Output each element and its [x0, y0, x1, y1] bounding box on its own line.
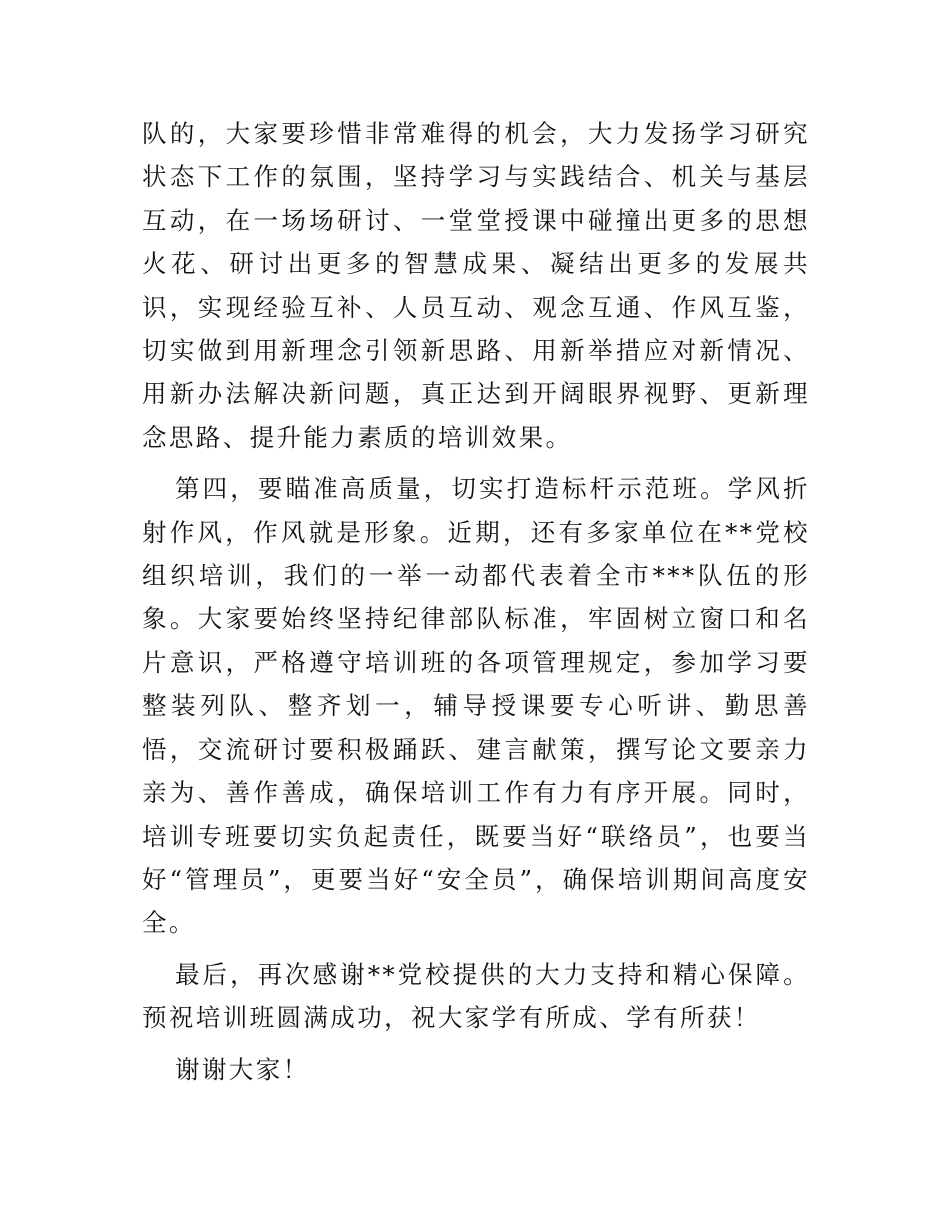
document-body [142, 112, 810, 1091]
paragraph-closing-thanks: 最后，再次感谢**党校提供的大力支持和精心保障。预祝培训班圆满成功，祝大家学有所成、学有所获！ [142, 959, 810, 1033]
paragraph-final-thanks: 谢谢大家！ [175, 1054, 310, 1084]
paragraph-continuation: 队的，大家要珍惜非常难得的机会，大力发扬学习研究状态下工作的氛围，坚持学习与实践结合、机关与基层互动，在一场场研讨、一堂堂授课中碰撞出更多的思想火花、研讨出更多的智慧成果、凝结出更多的发展共识，实现经验互补、人员互动、观念互通、作风互鉴，切实做到用新理念引领新思路、用新举措应对新情况、用新办法解决新问题，真正达到开阔眼界视野、更新理念思路、提升能力素质的培训效果。 [142, 119, 810, 452]
paragraph-fourth-point: 第四，要瞄准高质量，切实打造标杆示范班。学风折射作风，作风就是形象。近期，还有多家单位在**党校组织培训，我们的一举一动都代表着全市***队伍的形象。大家要始终坚持纪律部队标准，牢固树立窗口和名片意识，严格遵守培训班的各项管理规定，参加学习要整装列队、整齐划一，辅导授课要专心听讲、勤思善悟，交流研讨要积极踊跃、建言献策，撰写论文要亲力亲为、善作善成，确保培训工作有力有序开展。同时，培训专班要切实负起责任，既要当好“联络员”，也要当好“管理员”，更要当好“安全员”，确保培训期间高度安全。 [142, 474, 810, 938]
